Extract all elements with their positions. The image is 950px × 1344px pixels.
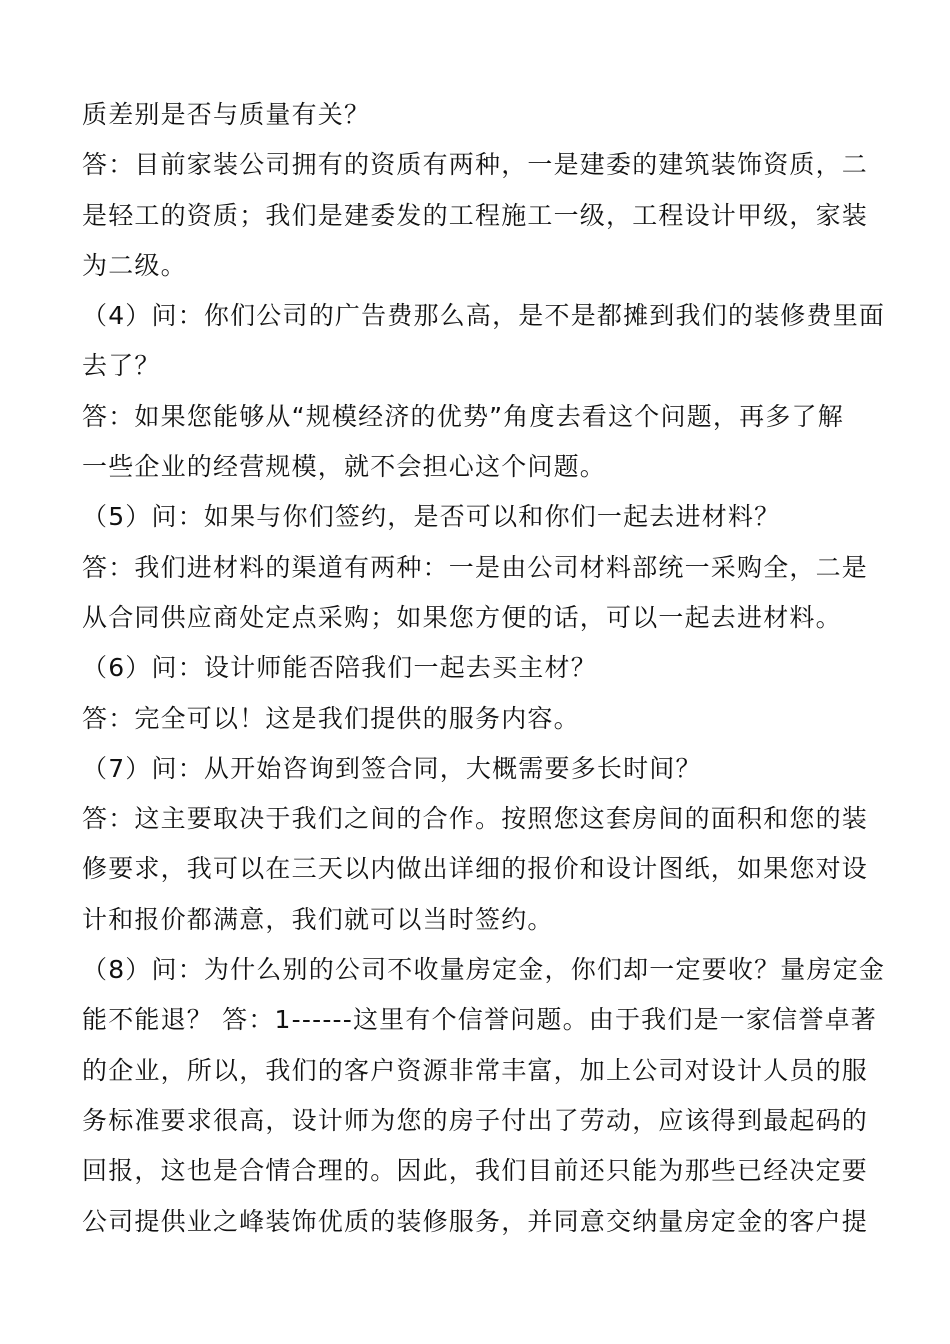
answer-4-line-1: 答：如果您能够从“规模经济的优势”角度去看这个问题，再多了解 bbox=[82, 401, 844, 431]
question-5: （5）问：如果与你们签约，是否可以和你们一起去进材料？ bbox=[82, 502, 781, 532]
answer-8-line-2: 务标准要求很高，设计师为您的房子付出了劳动，应该得到最起码的 bbox=[82, 1105, 869, 1135]
text-line-continuation: 质差别是否与质量有关？ bbox=[82, 100, 371, 129]
question-7: （7）问：从开始咨询到签合同，大概需要多长时间？ bbox=[82, 753, 702, 783]
answer-8-line-3: 回报，这也是合情合理的。因此，我们目前还只能为那些已经决定要 bbox=[82, 1156, 869, 1186]
document-body bbox=[82, 90, 886, 1247]
question-4-line-1: （4）问：你们公司的广告费那么高，是不是都摊到我们的装修费里面 bbox=[82, 301, 886, 331]
question-8-line-1: （8）问：为什么别的公司不收量房定金，你们却一定要收？量房定金 bbox=[82, 955, 886, 985]
answer-7-line-3: 计和报价都满意，我们就可以当时签约。 bbox=[82, 904, 554, 934]
answer-6: 答：完全可以！这是我们提供的服务内容。 bbox=[82, 703, 580, 733]
answer-3-line-2: 是轻工的资质；我们是建委发的工程施工一级，工程设计甲级，家装 bbox=[82, 200, 869, 230]
question-8-line-2: 能不能退？ 答：1------这里有个信誉问题。由于我们是一家信誉卓著 bbox=[82, 1005, 877, 1035]
answer-8-line-4: 公司提供业之峰装饰优质的装修服务，并同意交纳量房定金的客户提 bbox=[82, 1206, 869, 1236]
answer-3-line-1: 答：目前家装公司拥有的资质有两种，一是建委的建筑装饰资质，二 bbox=[82, 150, 869, 180]
answer-5-line-1: 答：我们进材料的渠道有两种：一是由公司材料部统一采购全，二是 bbox=[82, 552, 869, 582]
answer-7-line-2: 修要求，我可以在三天以内做出详细的报价和设计图纸，如果您对设 bbox=[82, 854, 869, 884]
question-4-line-2: 去了？ bbox=[82, 351, 161, 381]
answer-4-line-2: 一些企业的经营规模，就不会担心这个问题。 bbox=[82, 452, 607, 482]
answer-7-line-1: 答：这主要取决于我们之间的合作。按照您这套房间的面积和您的装 bbox=[82, 804, 869, 834]
question-6: （6）问：设计师能否陪我们一起去买主材？ bbox=[82, 653, 597, 683]
answer-8-line-1: 的企业，所以，我们的客户资源非常丰富，加上公司对设计人员的服 bbox=[82, 1055, 869, 1085]
answer-5-line-2: 从合同供应商处定点采购；如果您方便的话，可以一起去进材料。 bbox=[82, 602, 842, 632]
answer-3-line-3: 为二级。 bbox=[82, 250, 187, 280]
